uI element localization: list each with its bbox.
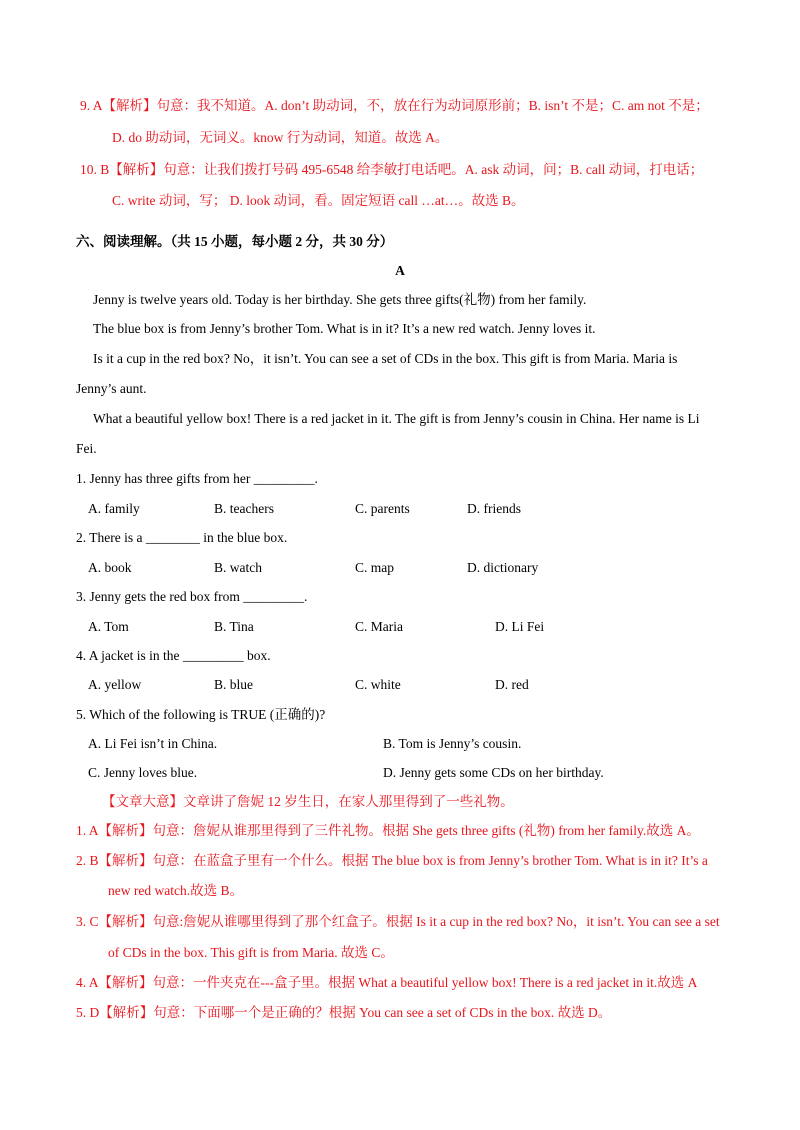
option: C. map	[355, 560, 394, 575]
answer-line: 9. A【解析】句意：我不知道。A. don’t 助动词，不，放在行为动词原形前；B. isn’t 不是；C. am not 不是；	[80, 98, 709, 113]
answer-line: of CDs in the box. This gift is from Maria. 故选 C。	[108, 945, 394, 960]
answer-line: new red watch.故选 B。	[108, 883, 243, 898]
summary: 【文章大意】文章讲了詹妮 12 岁生日，在家人那里得到了一些礼物。	[102, 794, 514, 809]
answer-line: C. write 动词，写； D. look 动词，看。固定短语 call …at…。故选 B。	[112, 193, 525, 208]
option: B. watch	[214, 560, 262, 575]
option: C. white	[355, 677, 401, 692]
option: C. Jenny loves blue.	[88, 765, 198, 780]
answer-line: 3. C【解析】句意:詹妮从谁哪里得到了那个红盒子。根据 Is it a cup in the red box? No，it isn’t. You can see a set	[76, 914, 720, 929]
option: D. friends	[467, 501, 521, 516]
option: B. blue	[214, 677, 253, 692]
passage-label: A	[395, 263, 405, 278]
passage-line: What a beautiful yellow box! There is a red jacket in it. The gift is from Jenny’s cousin in China. Her name is Li	[93, 411, 700, 426]
passage-line: Jenny’s aunt.	[76, 381, 147, 396]
option: C. Maria	[355, 619, 403, 634]
answer-line: 10. B【解析】句意：让我们拨打号码 495-6548 给李敏打电话吧。A. ask 动词，问；B. call 动词，打电话；	[80, 162, 704, 177]
passage-line: Jenny is twelve years old. Today is her birthday. She gets three gifts(礼物) from her family.	[93, 292, 587, 307]
option: B. teachers	[214, 501, 274, 516]
question-stem: 3. Jenny gets the red box from _________.	[76, 589, 308, 604]
option: A. book	[88, 560, 132, 575]
option: D. red	[495, 677, 529, 692]
option: A. yellow	[88, 677, 142, 692]
answer-line: 2. B【解析】句意：在蓝盒子里有一个什么。根据 The blue box is from Jenny’s brother Tom. What is in it? It’s a	[76, 853, 708, 868]
option: D. Jenny gets some CDs on her birthday.	[383, 765, 604, 780]
passage-line: Fei.	[76, 441, 97, 456]
answer-line: 4. A【解析】句意：一件夹克在---盒子里。根据 What a beautiful yellow box! There is a red jacket in it.故选 A	[76, 975, 698, 990]
section-title: 六、阅读理解。（共 15 小题，每小题 2 分，共 30 分）	[76, 234, 394, 249]
option: D. dictionary	[467, 560, 539, 575]
answer-line: 5. D【解析】句意：下面哪一个是正确的？根据 You can see a set of CDs in the box. 故选 D。	[76, 1005, 612, 1020]
option: A. family	[88, 501, 140, 516]
option: A. Tom	[88, 619, 129, 634]
question-stem: 4. A jacket is in the _________ box.	[76, 648, 271, 663]
question-stem: 2. There is a ________ in the blue box.	[76, 530, 288, 545]
passage-line: Is it a cup in the red box? No，it isn’t. You can see a set of CDs in the box. This gift is from Maria. Maria is	[93, 351, 678, 366]
option: D. Li Fei	[495, 619, 545, 634]
answer-line: D. do 助动词，无词义。know 行为动词，知道。故选 A。	[112, 130, 449, 145]
option: B. Tina	[214, 619, 254, 634]
question-stem: 5. Which of the following is TRUE (正确的)?	[76, 707, 326, 722]
question-stem: 1. Jenny has three gifts from her _________.	[76, 471, 318, 486]
passage-line: The blue box is from Jenny’s brother Tom. What is in it? It’s a new red watch. Jenny loves it.	[93, 321, 596, 336]
option: C. parents	[355, 501, 410, 516]
answer-line: 1. A【解析】句意：詹妮从谁那里得到了三件礼物。根据 She gets three gifts (礼物) from her family.故选 A。	[76, 823, 700, 838]
option: B. Tom is Jenny’s cousin.	[383, 736, 522, 751]
option: A. Li Fei isn’t in China.	[88, 736, 218, 751]
